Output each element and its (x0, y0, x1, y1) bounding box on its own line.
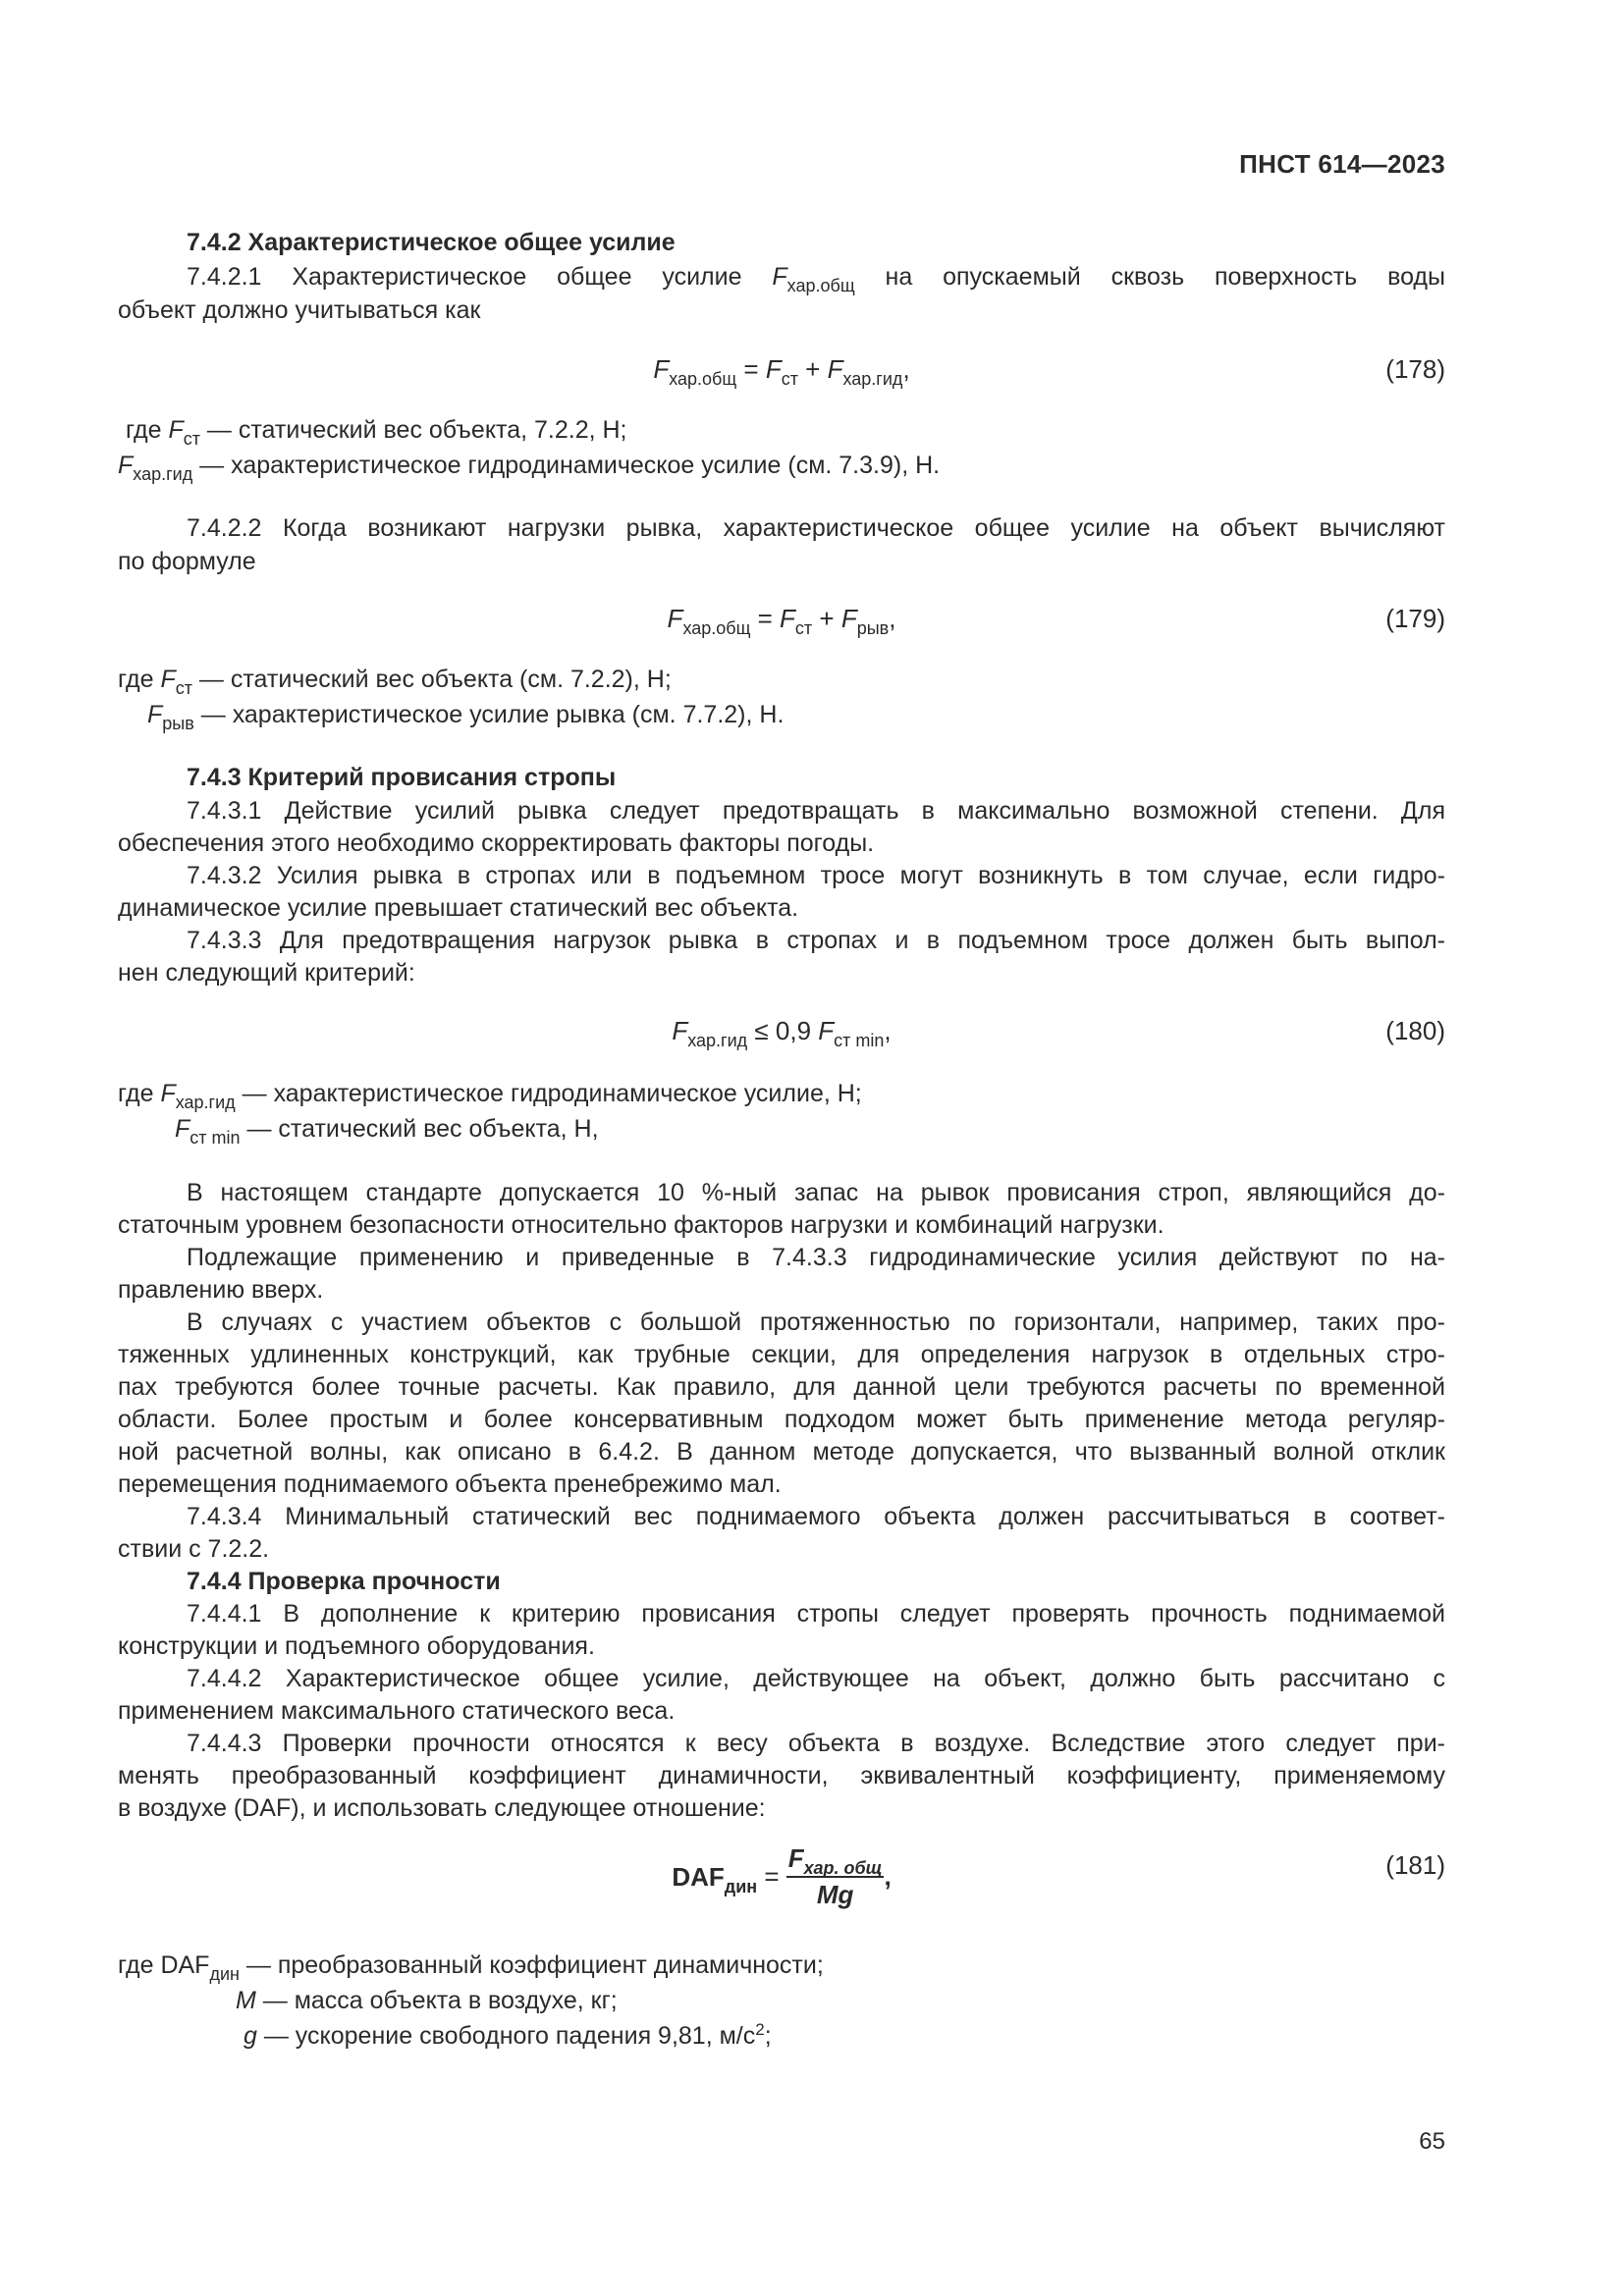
definition-F-st-min-180: $F_{ст min}$ — статический вес объекта, Н, (175, 1115, 599, 1148)
paragraph-7-4-4-2-line2: применением максимального статического веса. (118, 1697, 676, 1725)
equation-178 (118, 349, 1445, 393)
paragraph-reserve-line2: статочным уровнем безопасности относительно факторов нагрузки и комбинаций нагрузки. (118, 1211, 1164, 1239)
paragraph-7-4-3-2-line2: динамическое усилие превышает статический вес объекта. (118, 894, 799, 922)
equation-180 (118, 1011, 1445, 1054)
paragraph-7-4-4-3-line2: менять преобразованный коэффициент динамичности, эквивалентный коэффициенту, применяемому (118, 1762, 1445, 1789)
definition-F-har-gid-178: $F_{хар.гид}$ — характеристическое гидродинамическое усилие (см. 7.3.9), Н. (118, 452, 941, 484)
paragraph-7-4-3-4-line2: ствии с 7.2.2. (118, 1535, 270, 1563)
paragraph-7-4-4-2-line1: 7.4.4.2 Характеристическое общее усилие, действующее на объект, должно быть рассчитано с (187, 1665, 1445, 1692)
section-heading-7-4-2: 7.4.2 Характеристическое общее усилие (187, 229, 676, 256)
paragraph-long-objects-line3: пах требуются более точные расчеты. Как правило, для данной цели требуются расчеты по временной (118, 1373, 1445, 1401)
paragraph-7-4-3-3-line2: нен следующий критерий: (118, 959, 415, 987)
paragraph-7-4-4-1-line1: 7.4.4.1 В дополнение к критерию провисания стропы следует проверять прочность поднимаемой (187, 1600, 1445, 1628)
paragraph-7-4-4-3-line1: 7.4.4.3 Проверки прочности относятся к весу объекта в воздухе. Вследствие этого следует при- (187, 1730, 1445, 1757)
paragraph-reserve-line1: В настоящем стандарте допускается 10 %-ный запас на рывок провисания строп, являющийся до- (187, 1179, 1445, 1206)
definition-F-st-179: где $F_{ст}$ — статический вес объекта (см. 7.2.2), Н; (118, 666, 672, 698)
equation-181-fraction: $\frac{F_{хар. общ}}{Mg}$ (787, 1843, 883, 1909)
paragraph-long-objects-line4: области. Более простым и более консервативным подходом может быть применение метода регуляр- (118, 1406, 1445, 1433)
equation-178-body: $F_{хар.общ} = F_{ст} + F_{хар.гид}$, (653, 354, 910, 389)
paragraph-7-4-4-3-line3: в воздухе (DAF), и использовать следующее отношение: (118, 1794, 766, 1822)
section-heading-7-4-3: 7.4.3 Критерий провисания стропы (187, 764, 617, 791)
definition-M-mass: M — масса объекта в воздухе, кг; (236, 1987, 618, 2014)
definition-DAF-din: где $DAF_{дин}$ — преобразованный коэффициент динамичности; (118, 1951, 824, 1984)
equation-180-body: $F_{хар.гид} \le 0,9$ $F_{ст min}$, (672, 1016, 892, 1050)
paragraph-7-4-4-1-line2: конструкции и подъемного оборудования. (118, 1632, 595, 1660)
equation-178-number: (178) (1385, 354, 1445, 384)
paragraph-forces-line2: правлению вверх. (118, 1276, 324, 1304)
equation-179-body: $F_{хар.общ} = F_{ст} + F_{рыв}$, (667, 604, 896, 638)
paragraph-7-4-3-1-line2: обеспечения этого необходимо скорректировать факторы погоды. (118, 829, 875, 857)
definition-F-ryv-179: $F_{рыв}$ — характеристическое усилие рывка (см. 7.7.2), Н. (147, 701, 785, 733)
document-number-header: ПНСТ 614—2023 (1239, 149, 1445, 179)
paragraph-long-objects-line6: перемещения поднимаемого объекта пренебрежимо мал. (118, 1470, 782, 1498)
paragraph-7-4-3-4-line1: 7.4.3.4 Минимальный статический вес поднимаемого объекта должен рассчитываться в соответ- (187, 1503, 1445, 1530)
definition-F-st-178: где $F_{ст}$ — статический вес объекта, 7.2.2, Н; (126, 416, 627, 449)
equation-179 (118, 599, 1445, 642)
equation-180-number: (180) (1385, 1016, 1445, 1045)
definition-g-gravity: g — ускорение свободного падения 9,81, $м/с^2$; (244, 2020, 772, 2050)
page-number: 65 (1419, 2128, 1445, 2155)
paragraph-7-4-2-1-line1: 7.4.2.1 Характеристическое общее усилие $F_{хар.общ}$ на опускаемый сквозь поверхность воды (187, 263, 1445, 295)
paragraph-long-objects-line5: ной расчетной волны, как описано в 6.4.2. В данном методе допускается, что вызванный волной отклик (118, 1438, 1445, 1466)
equation-181-body: $DAF_{дин}$ = $\frac{F_{хар. общ}}{Mg}$ , (672, 1843, 892, 1909)
paragraph-7-4-2-2-line2: по формуле (118, 548, 256, 575)
paragraph-7-4-3-3-line1: 7.4.3.3 Для предотвращения нагрузок рывка в стропах и в подъемном тросе должен быть выпол- (187, 927, 1445, 954)
paragraph-long-objects-line2: тяженных удлиненных конструкций, как трубные секции, для определения нагрузок в отдельных стро- (118, 1341, 1445, 1368)
paragraph-7-4-2-2-line1: 7.4.2.2 Когда возникают нагрузки рывка, характеристическое общее усилие на объект вычисляют (187, 514, 1445, 542)
equation-181-number: (181) (1385, 1850, 1445, 1880)
equation-181 (118, 1843, 1445, 1922)
definition-F-har-gid-180: где $F_{хар.гид}$ — характеристическое гидродинамическое усилие, Н; (118, 1080, 862, 1112)
paragraph-long-objects-line1: В случаях с участием объектов с большой протяженностью по горизонтали, например, таких про- (187, 1308, 1445, 1336)
paragraph-7-4-2-1-line2: объект должно учитываться как (118, 296, 481, 324)
equation-179-number: (179) (1385, 604, 1445, 633)
paragraph-forces-line1: Подлежащие применению и приведенные в 7.4.3.3 гидродинамические усилия действуют по на- (187, 1244, 1445, 1271)
paragraph-7-4-3-2-line1: 7.4.3.2 Усилия рывка в стропах или в подъемном тросе могут возникнуть в том случае, если гидро- (187, 862, 1445, 889)
paragraph-7-4-3-1-line1: 7.4.3.1 Действие усилий рывка следует предотвращать в максимально возможной степени. Для (187, 797, 1445, 825)
section-heading-7-4-4: 7.4.4 Проверка прочности (187, 1568, 501, 1595)
